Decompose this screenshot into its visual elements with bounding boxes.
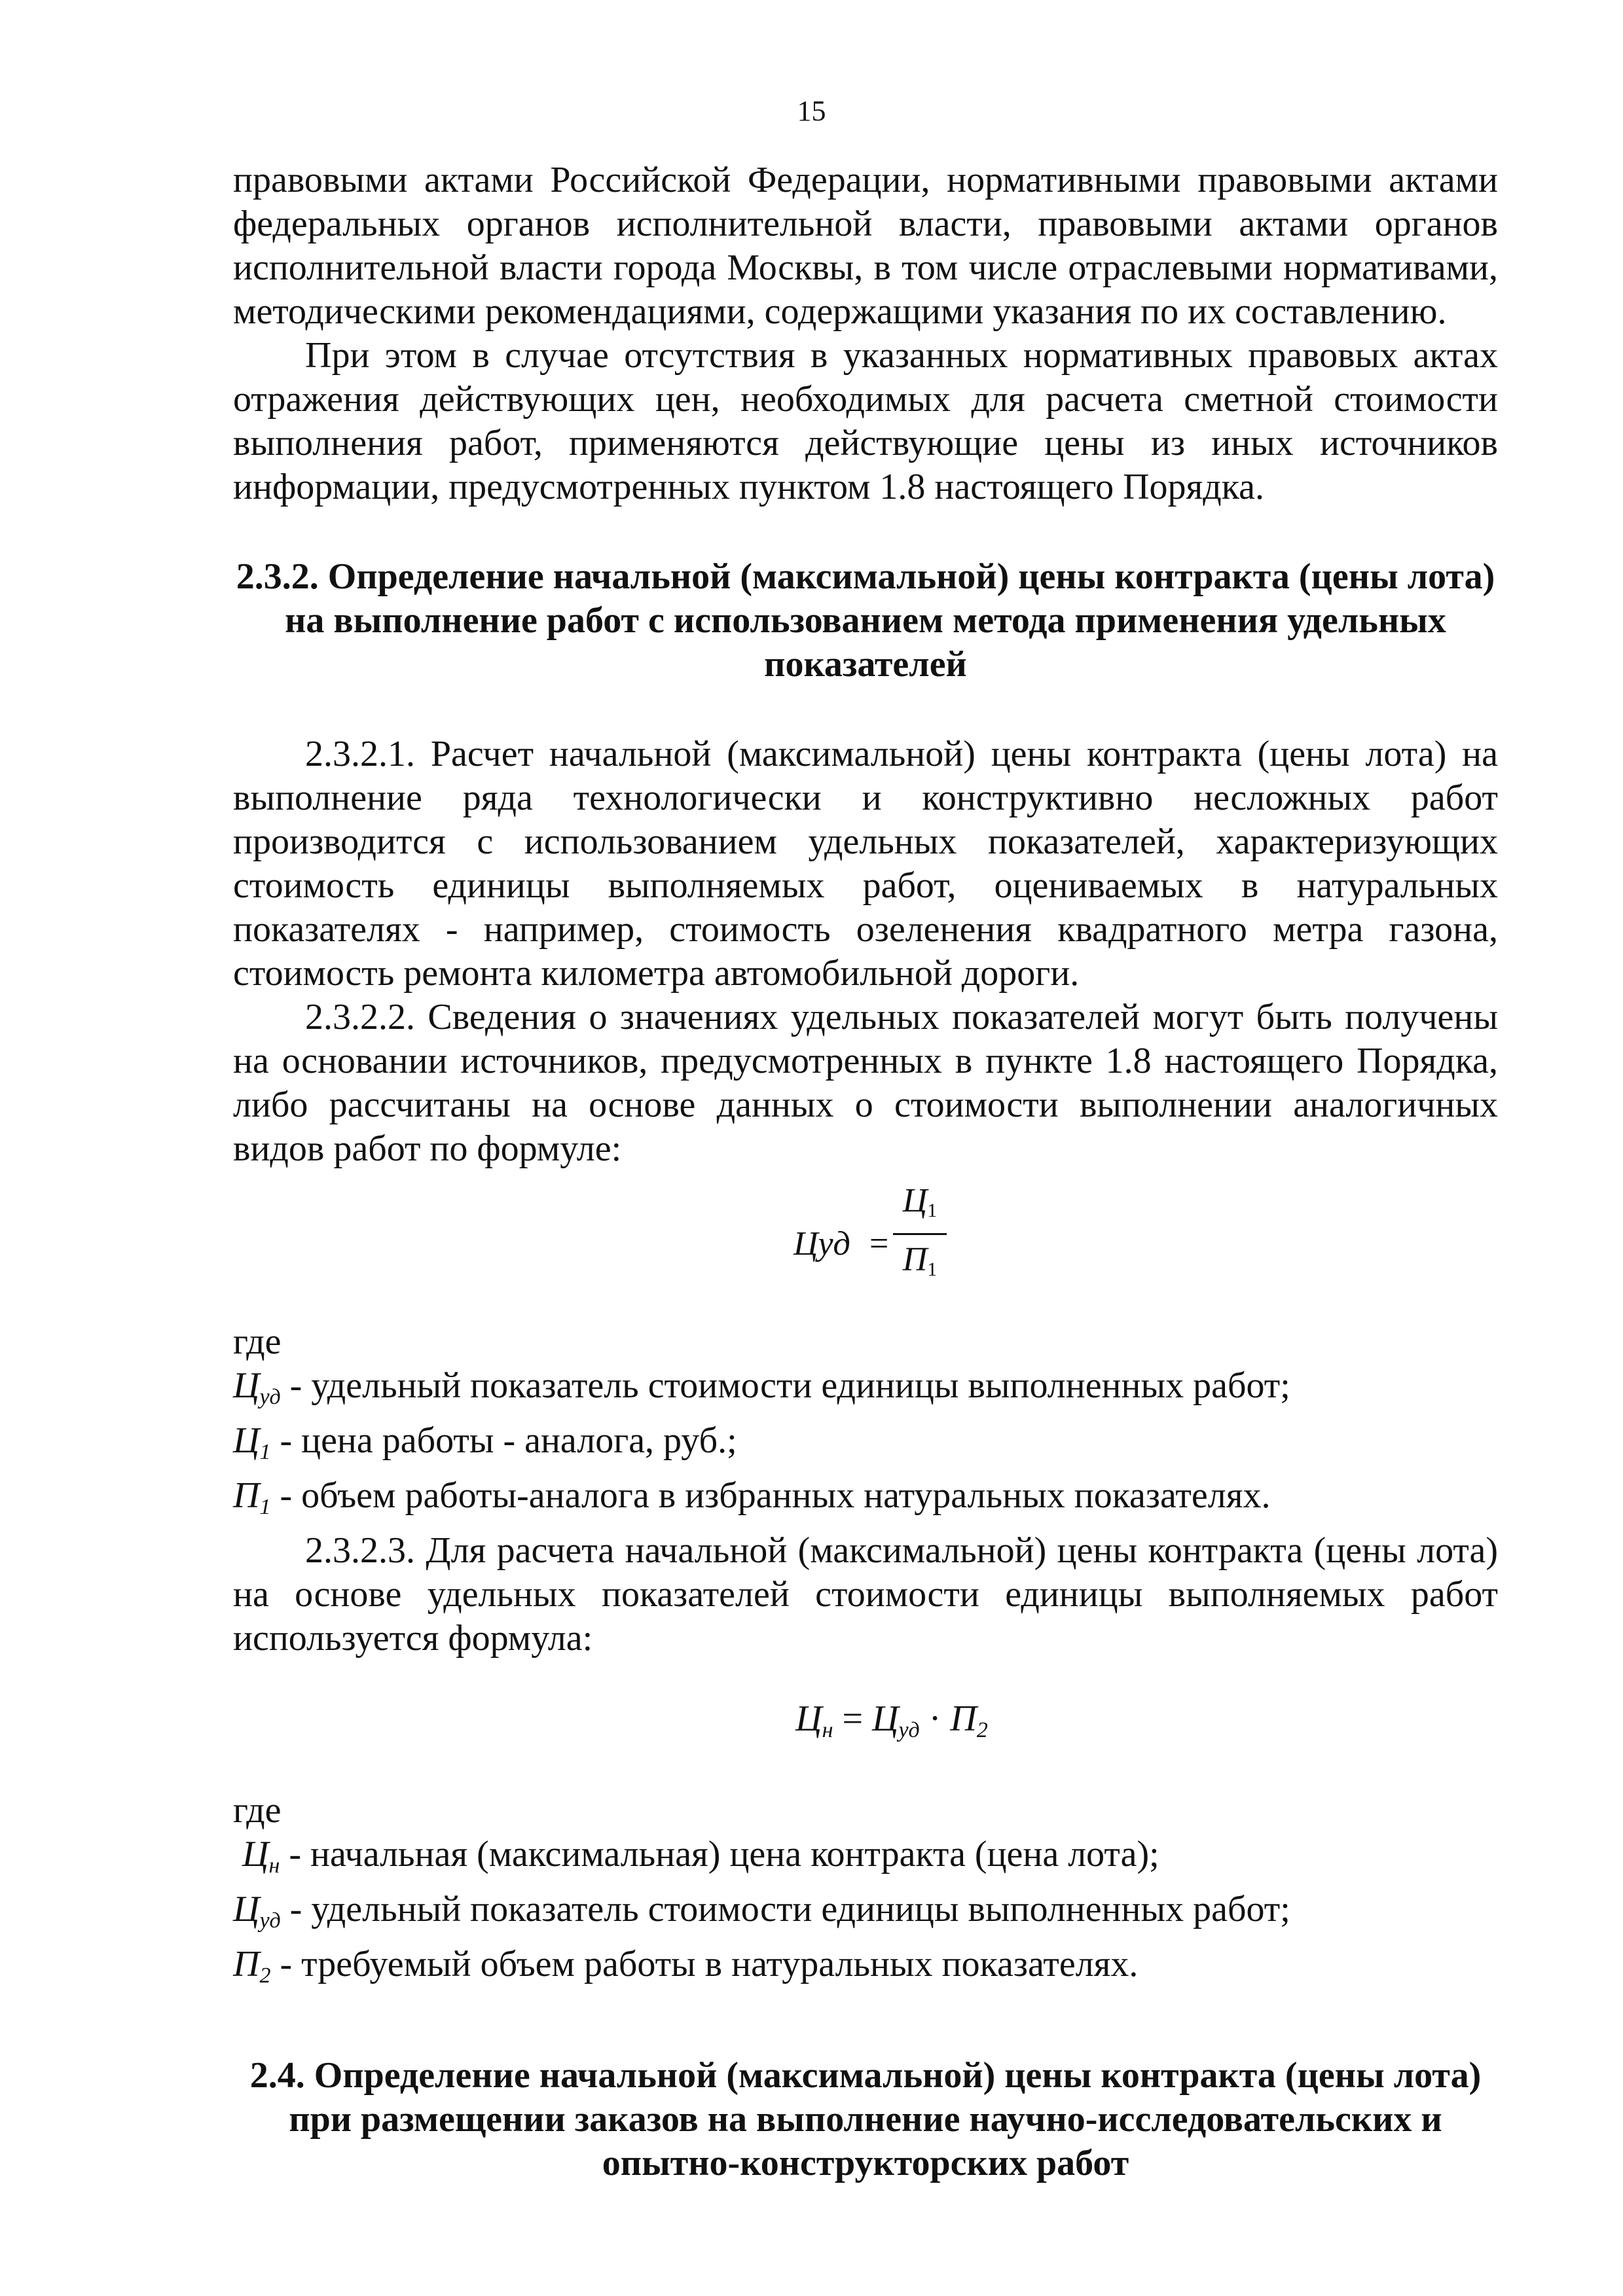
formula-numerator: $Ц_1$ — [902, 1182, 938, 1221]
paragraph-continuation: правовыми актами Российской Федерации, нормативными правовыми актами федеральных органов исполнительной власти, правовыми актами органов исполнительной власти города Москвы, в том числе отраслевыми нормативами, методическими рекомендациями, содержащими указания по их составлению. — [233, 160, 1498, 332]
paragraph-2-3-2-1: 2.3.2.1. Расчет начальной (максимальной) цены контракта (цены лота) на выполнение ряда технологически и конструктивно несложных работ производится с использованием удельных показателей, характеризующих стоимость единицы выполняемых работ, оцениваемых в натуральных показателях - например, стоимость озеленения квадратного метра газона, стоимость ремонта километра автомобильной дороги. — [233, 734, 1498, 994]
section-heading-2-4: 2.4. Определение начальной (максимальной) цены контракта (цены лота) при размещении заказов на выполнение научно-исследовательских и опытно-конструкторских работ — [249, 2055, 1482, 2183]
definition-item: Цн - начальная (максимальная) цена контракта (цена лота); — [242, 1834, 1159, 1878]
page-number: 15 — [797, 95, 826, 127]
definition-item: П2 - требуемый объем работы в натуральных показателях. — [233, 1944, 1139, 1988]
paragraph-price-sources: При этом в случае отсутствия в указанных нормативных правовых актах отражения действующих цен, необходимых для расчета сметной стоимости выполнения работ, применяются действующие цены из иных источников информации, предусмотренных пунктом 1.8 настоящего Порядка. — [233, 335, 1498, 507]
formula-lhs: Цуд — [793, 1225, 850, 1263]
formula-unit-price — [233, 1180, 1498, 1311]
paragraph-2-3-2-3: 2.3.2.3. Для расчета начальной (максимальной) цены контракта (цены лота) на основе удельных показателей стоимости единицы выполняемых работ используется формула: — [233, 1530, 1498, 1659]
formula-denominator: $П_1$ — [902, 1241, 938, 1280]
definition-item: П1 - объем работы-аналога в избранных натуральных показателях. — [233, 1475, 1271, 1519]
definition-item: Цуд - удельный показатель стоимости единицы выполненных работ; — [233, 1365, 1290, 1409]
paragraph-2-3-2-2: 2.3.2.2. Сведения о значениях удельных показателей могут быть получены на основании источников, предусмотренных в пункте 1.8 настоящего Порядка, либо рассчитаны на основе данных о стоимости выполнении аналогичных видов работ по формуле: — [233, 997, 1498, 1169]
formula-initial-price: Цн = Цуд · П2 — [795, 1698, 988, 1742]
formula-fraction — [893, 1180, 947, 1291]
definition-item: Ц1 - цена работы - аналога, руб.; — [233, 1420, 737, 1464]
definition-item: Цуд - удельный показатель стоимости единицы выполненных работ; — [233, 1889, 1290, 1933]
document-body — [233, 158, 1498, 2185]
formula-equals: = — [869, 1225, 889, 1263]
where-label: где — [233, 1790, 282, 1831]
section-heading-2-3-2: 2.3.2. Определение начальной (максимальной) цены контракта (цены лота) на выполнение работ с использованием метода применения удельных показателей — [236, 556, 1495, 685]
fraction-bar — [893, 1233, 947, 1235]
where-label: где — [233, 1321, 282, 1362]
